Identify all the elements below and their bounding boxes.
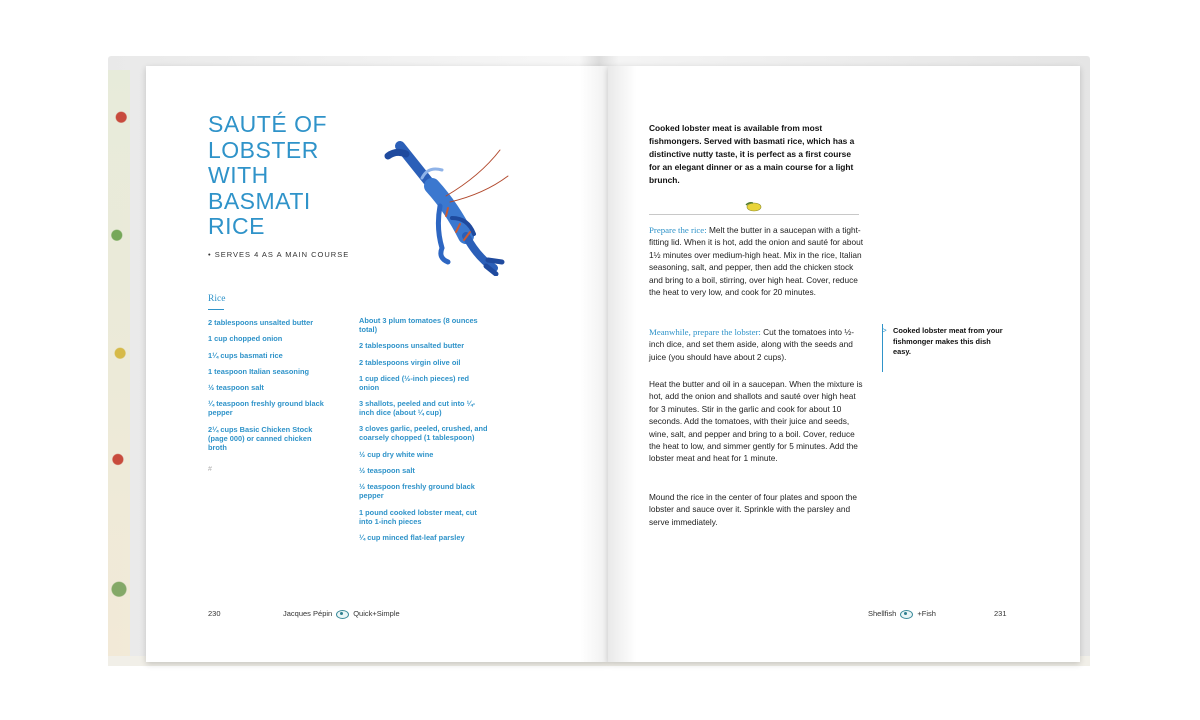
ingredients-section-heading: Rice xyxy=(208,294,226,304)
recipe-title xyxy=(208,112,368,240)
title-line: BASMATI xyxy=(208,187,311,214)
footer-series: Quick+Simple xyxy=(353,609,400,618)
lemon-divider-icon xyxy=(742,200,764,212)
sidebar-tip xyxy=(882,324,1013,372)
ingredient-item: 1¼ cups basmati rice xyxy=(208,350,283,360)
ingredient-item: 3 cloves garlic, peeled, crushed, and coarsely chopped (1 tablespoon) xyxy=(359,424,488,443)
ingredient-item: 1 teaspoon Italian seasoning xyxy=(208,366,310,376)
method-step-serve: Mound the rice in the center of four plates and spoon the lobster and sauce over it. Sprinkle with the parsley and serve immediately. xyxy=(649,492,858,527)
arrow-icon: > xyxy=(882,326,887,335)
title-line: WITH xyxy=(208,162,269,188)
ingredients-list-lobster xyxy=(359,316,489,549)
ingredient-item: ½ teaspoon salt xyxy=(359,466,415,476)
right-page xyxy=(608,66,1080,662)
method-step-sauce: Heat the butter and oil in a saucepan. When the mixture is hot, add the onion and shallots and sauté over high heat for 3 minutes. Stir in the garlic and cook for about 10 seconds. Add the tomatoes, with their juice and seeds, wine, salt, and pepper and bring to a boil. Cover, reduce the heat to low, and simmer gently for 5 minutes. Add the lobster meat and heat for 1 minute. xyxy=(649,379,863,464)
section-rule xyxy=(208,309,224,310)
ingredient-item: ¼ teaspoon freshly ground black pepper xyxy=(208,399,324,418)
page-number-left: 230 xyxy=(208,609,221,618)
ingredient-item: 3 shallots, peeled and cut into ¼-inch dice (about ¼ cup) xyxy=(359,399,476,418)
title-line: LOBSTER xyxy=(208,136,319,163)
sidebar-tip-text: Cooked lobster meat from your fishmonger makes this dish easy. xyxy=(893,326,1003,356)
ingredient-item: About 3 plum tomatoes (8 ounces total) xyxy=(359,316,478,334)
title-line: RICE xyxy=(208,213,265,239)
lobster-illustration xyxy=(382,136,510,276)
running-footer-left xyxy=(283,609,400,619)
ingredients-list-rice xyxy=(208,318,326,459)
step-text: Cut the tomatoes into ½-inch dice, and set them aside, along with the seeds and juice (you should have about 2 cups). xyxy=(649,327,855,362)
hash-mark: # xyxy=(208,466,212,473)
ingredient-item: ½ teaspoon freshly ground black pepper xyxy=(359,482,475,501)
title-line: SAUTÉ OF xyxy=(208,111,328,137)
footer-author: Jacques Pépin xyxy=(283,609,333,618)
ingredient-item: 2¼ cups Basic Chicken Stock (page 000) or canned chicken broth xyxy=(208,424,313,452)
recipe-intro: Cooked lobster meat is available from most fishmongers. Served with basmati rice, which has a distinctive nutty taste, it is perfect as a first course for an elegant dinner or as a main course for a light brunch. xyxy=(649,123,855,185)
ingredient-item: ¼ cup minced flat-leaf parsley xyxy=(359,532,465,542)
step-text: Melt the butter in a saucepan with a tight-fitting lid. When it is hot, add the onion and sauté for about 1½ minutes over medium-high heat. Mix in the rice, Italian seasoning, salt, and pepper, then add the chicken stock and bring to a boil, stirring, over high heat. Cover, reduce the heat to very low, and cook for 20 minutes. xyxy=(649,225,864,298)
step-lead: Meanwhile, prepare the lobster: xyxy=(649,327,761,337)
ingredient-item: 1 pound cooked lobster meat, cut into 1-inch pieces xyxy=(359,507,477,526)
eye-icon xyxy=(900,610,913,619)
ingredient-item: 2 tablespoons virgin olive oil xyxy=(359,357,461,367)
step-lead: Prepare the rice: xyxy=(649,225,707,235)
serves-note: • SERVES 4 AS A MAIN COURSE xyxy=(208,250,350,259)
page-number-right: 231 xyxy=(994,609,1007,618)
ingredient-item: 1 cup chopped onion xyxy=(208,334,283,344)
method-step-rice xyxy=(649,224,863,298)
ingredient-item: ½ teaspoon salt xyxy=(208,383,264,393)
method-step-lobster xyxy=(649,326,863,363)
section-divider xyxy=(649,214,859,215)
footer-series: +Fish xyxy=(917,609,936,618)
footer-section: Shellfish xyxy=(868,609,897,618)
eye-icon xyxy=(336,610,349,619)
left-page xyxy=(146,66,608,662)
ingredient-item: 2 tablespoons unsalted butter xyxy=(208,318,314,327)
ingredient-item: ½ cup dry white wine xyxy=(359,449,434,459)
ingredient-item: 2 tablespoons unsalted butter xyxy=(359,341,465,351)
ingredient-item: 1 cup diced (½-inch pieces) red onion xyxy=(359,373,470,392)
running-footer-right xyxy=(868,609,936,619)
